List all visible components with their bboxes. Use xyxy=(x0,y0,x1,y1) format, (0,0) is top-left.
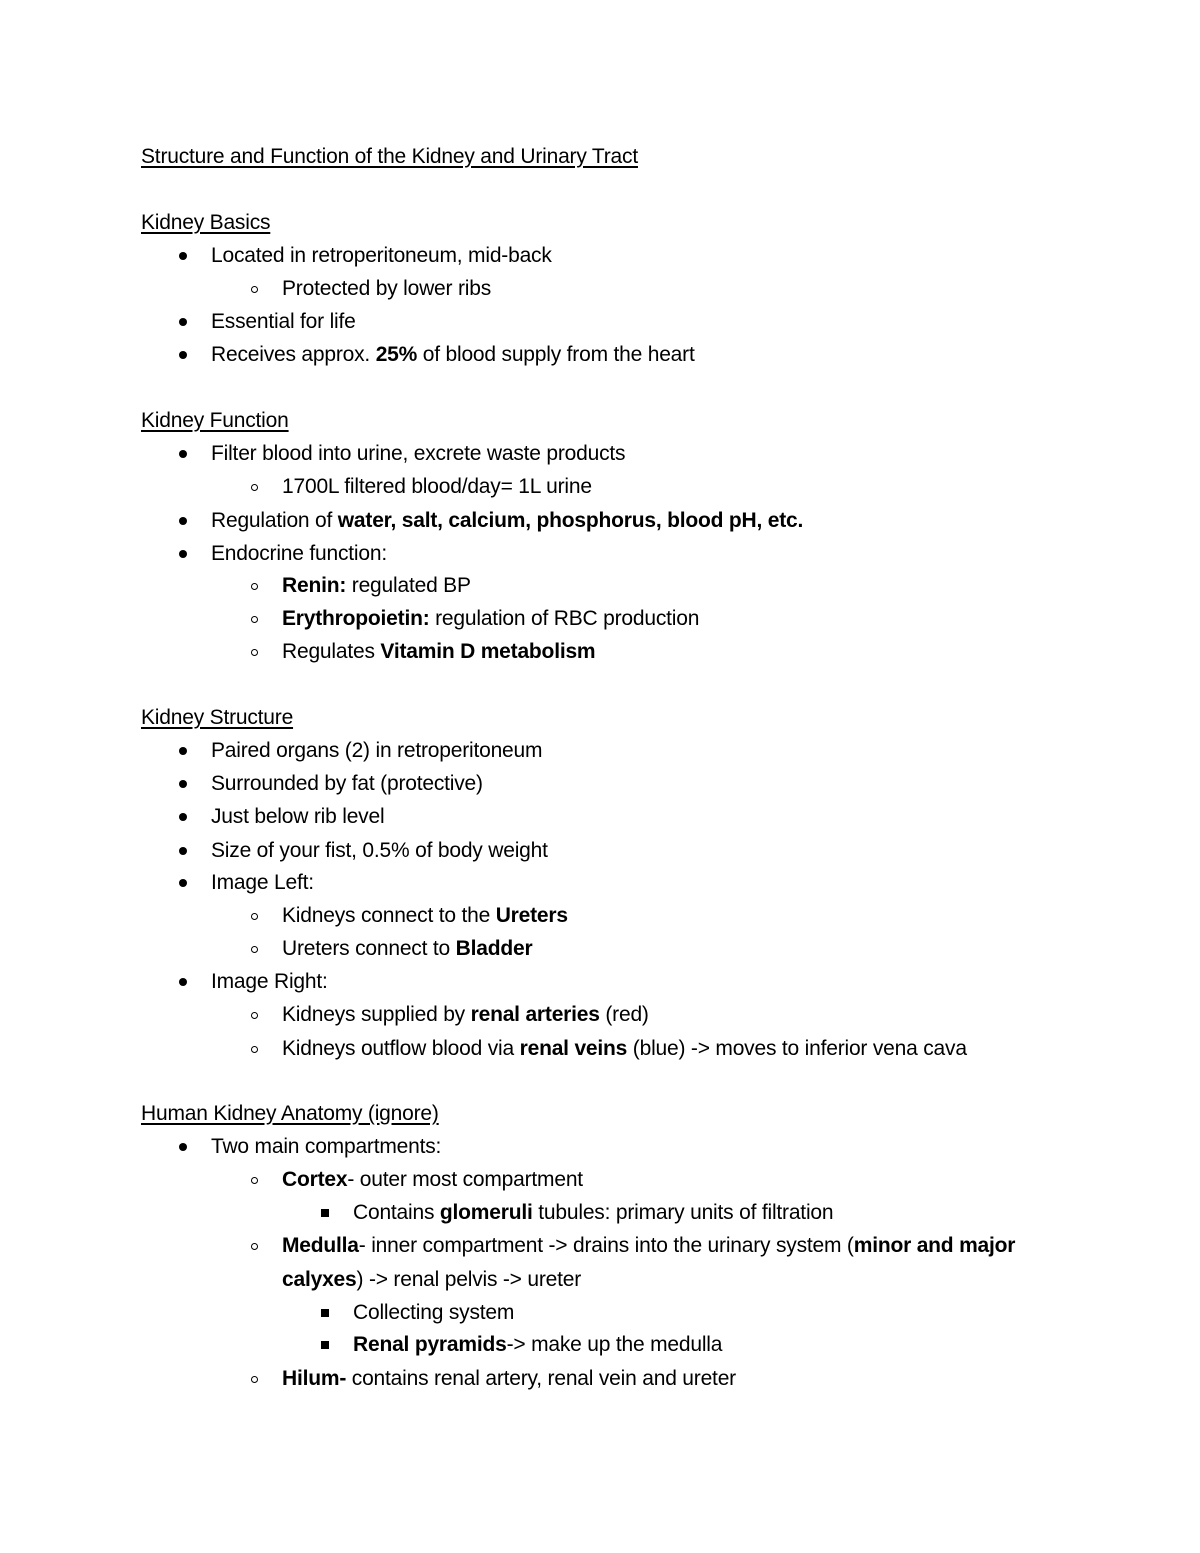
section-heading-anatomy: Human Kidney Anatomy (ignore) xyxy=(141,1102,439,1125)
list-item: Contains glomeruli tubules: primary units of filtration xyxy=(353,1199,833,1227)
square-bullet-icon xyxy=(315,1199,335,1227)
hollow-bullet-icon xyxy=(244,902,264,930)
bullet-icon xyxy=(173,341,193,369)
square-bullet-icon xyxy=(315,1299,335,1327)
list-item: Paired organs (2) in retroperitoneum xyxy=(211,737,542,765)
list-item: Renin: regulated BP xyxy=(282,572,471,600)
list-item: Two main compartments: xyxy=(211,1133,441,1161)
list-item: Image Right: xyxy=(211,968,328,996)
bullet-icon xyxy=(173,968,193,996)
list-item: Medulla- inner compartment -> drains into the urinary system (minor and major xyxy=(282,1232,1015,1260)
list-item: Protected by lower ribs xyxy=(282,275,491,303)
bullet-icon xyxy=(173,242,193,270)
list-item-continuation: calyxes) -> renal pelvis -> ureter xyxy=(282,1268,582,1291)
list-item: Regulates Vitamin D metabolism xyxy=(282,638,595,666)
bullet-icon xyxy=(173,837,193,865)
bullet-icon xyxy=(173,737,193,765)
list-item: Kidneys supplied by renal arteries (red) xyxy=(282,1001,649,1029)
list-item: Image Left: xyxy=(211,869,314,897)
bullet-icon xyxy=(173,308,193,336)
hollow-bullet-icon xyxy=(244,1166,264,1194)
list-item: Kidneys connect to the Ureters xyxy=(282,902,568,930)
list-item: Surrounded by fat (protective) xyxy=(211,770,483,798)
list-item: Just below rib level xyxy=(211,803,384,831)
list-item: Receives approx. 25% of blood supply from the heart xyxy=(211,341,695,369)
bullet-icon xyxy=(173,440,193,468)
square-bullet-icon xyxy=(315,1331,335,1359)
hollow-bullet-icon xyxy=(244,1232,264,1260)
list-item: 1700L filtered blood/day= 1L urine xyxy=(282,473,592,501)
hollow-bullet-icon xyxy=(244,935,264,963)
bullet-icon xyxy=(173,540,193,568)
page-title: Structure and Function of the Kidney and Urinary Tract xyxy=(141,145,638,168)
list-item: Filter blood into urine, excrete waste products xyxy=(211,440,625,468)
hollow-bullet-icon xyxy=(244,1035,264,1063)
hollow-bullet-icon xyxy=(244,638,264,666)
list-item: Regulation of water, salt, calcium, phosphorus, blood pH, etc. xyxy=(211,507,803,535)
list-item: Size of your fist, 0.5% of body weight xyxy=(211,837,548,865)
list-item: Located in retroperitoneum, mid-back xyxy=(211,242,552,270)
section-heading-function: Kidney Function xyxy=(141,409,289,432)
list-item: Cortex- outer most compartment xyxy=(282,1166,583,1194)
hollow-bullet-icon xyxy=(244,473,264,501)
list-item: Renal pyramids-> make up the medulla xyxy=(353,1331,722,1359)
bullet-icon xyxy=(173,869,193,897)
list-item: Endocrine function: xyxy=(211,540,387,568)
hollow-bullet-icon xyxy=(244,1001,264,1029)
list-item: Essential for life xyxy=(211,308,356,336)
section-heading-basics: Kidney Basics xyxy=(141,211,271,234)
section-heading-structure: Kidney Structure xyxy=(141,706,294,729)
list-item: Ureters connect to Bladder xyxy=(282,935,532,963)
hollow-bullet-icon xyxy=(244,572,264,600)
list-item: Erythropoietin: regulation of RBC production xyxy=(282,605,699,633)
list-item: Kidneys outflow blood via renal veins (blue) -> moves to inferior vena cava xyxy=(282,1035,967,1063)
list-item: Collecting system xyxy=(353,1299,514,1327)
hollow-bullet-icon xyxy=(244,1365,264,1393)
bullet-icon xyxy=(173,803,193,831)
bullet-icon xyxy=(173,770,193,798)
list-item: Hilum- contains renal artery, renal vein and ureter xyxy=(282,1365,736,1393)
hollow-bullet-icon xyxy=(244,275,264,303)
bullet-icon xyxy=(173,507,193,535)
hollow-bullet-icon xyxy=(244,605,264,633)
bullet-icon xyxy=(173,1133,193,1161)
